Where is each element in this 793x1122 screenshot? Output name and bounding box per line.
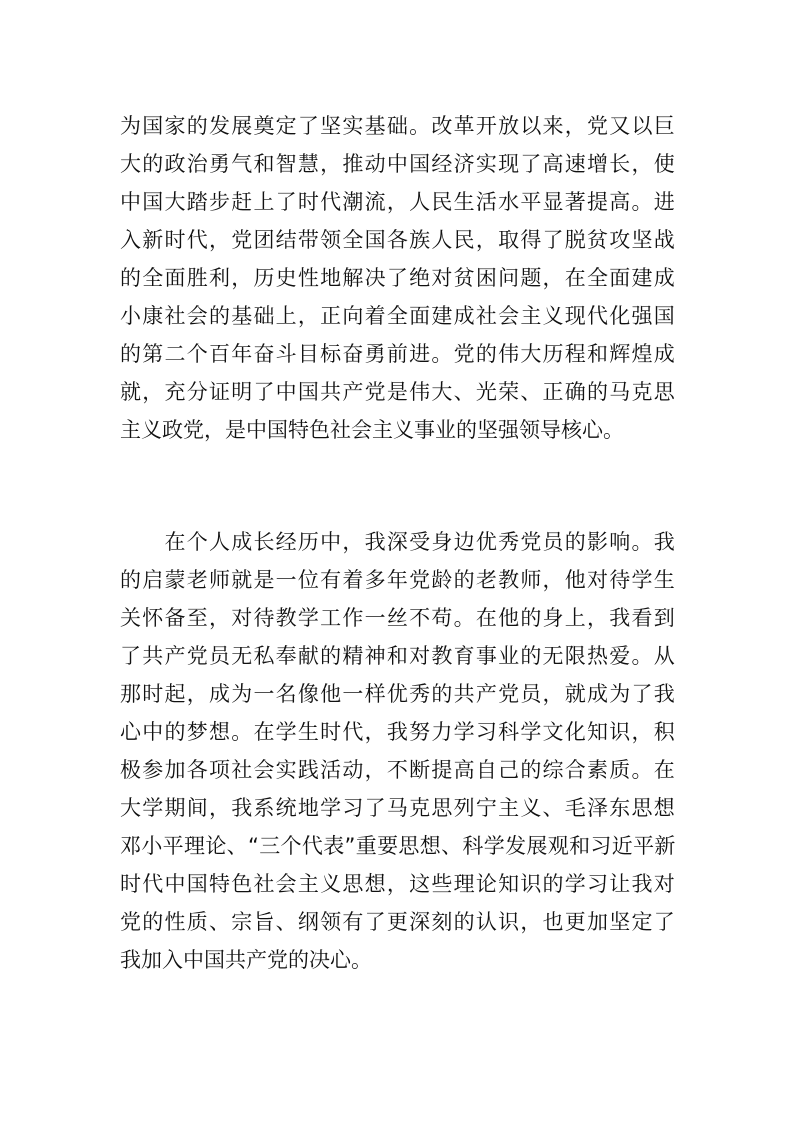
- text-line: 小康社会的基础上，正向着全面建成社会主义现代化强国: [120, 304, 676, 328]
- text-line: 极参加各项社会实践活动，不断提高自己的综合素质。在: [120, 758, 676, 782]
- paragraph-party-history: [120, 107, 676, 449]
- text-line: 为国家的发展奠定了坚实基础。改革开放以来，党又以巨: [120, 114, 676, 138]
- text-line: 的全面胜利，历史性地解决了绝对贫困问题，在全面建成: [120, 266, 676, 290]
- text-line: 我加入中国共产党的决心。: [120, 948, 372, 972]
- text-line: 那时起，成为一名像他一样优秀的共产党员，就成为了我: [120, 682, 676, 706]
- text-line: 中国大踏步赶上了时代潮流，人民生活水平显著提高。进: [120, 190, 676, 214]
- paragraph-personal-growth: [120, 523, 676, 979]
- text-line: 在个人成长经历中，我深受身边优秀党员的影响。我: [120, 530, 676, 554]
- text-line: 大学期间，我系统地学习了马克思列宁主义、毛泽东思想: [120, 796, 676, 820]
- text-line: 邓小平理论、“三个代表”重要思想、科学发展观和习近平新: [120, 834, 676, 858]
- text-line: 心中的梦想。在学生时代，我努力学习科学文化知识，积: [120, 720, 676, 744]
- text-line: 就，充分证明了中国共产党是伟大、光荣、正确的马克思: [120, 380, 676, 404]
- text-line: 主义政党，是中国特色社会主义事业的坚强领导核心。: [120, 418, 624, 442]
- text-line: 大的政治勇气和智慧，推动中国经济实现了高速增长，使: [120, 152, 676, 176]
- text-line: 的第二个百年奋斗目标奋勇前进。党的伟大历程和辉煌成: [120, 342, 676, 366]
- text-line: 关怀备至，对待教学工作一丝不苟。在他的身上，我看到: [120, 606, 676, 630]
- text-line: 的启蒙老师就是一位有着多年党龄的老教师，他对待学生: [120, 568, 676, 592]
- text-line: 党的性质、宗旨、纲领有了更深刻的认识，也更加坚定了: [120, 910, 676, 934]
- text-line: 了共产党员无私奉献的精神和对教育事业的无限热爱。从: [120, 644, 676, 668]
- text-line: 入新时代，党团结带领全国各族人民，取得了脱贫攻坚战: [120, 228, 676, 252]
- text-line: 时代中国特色社会主义思想，这些理论知识的学习让我对: [120, 872, 676, 896]
